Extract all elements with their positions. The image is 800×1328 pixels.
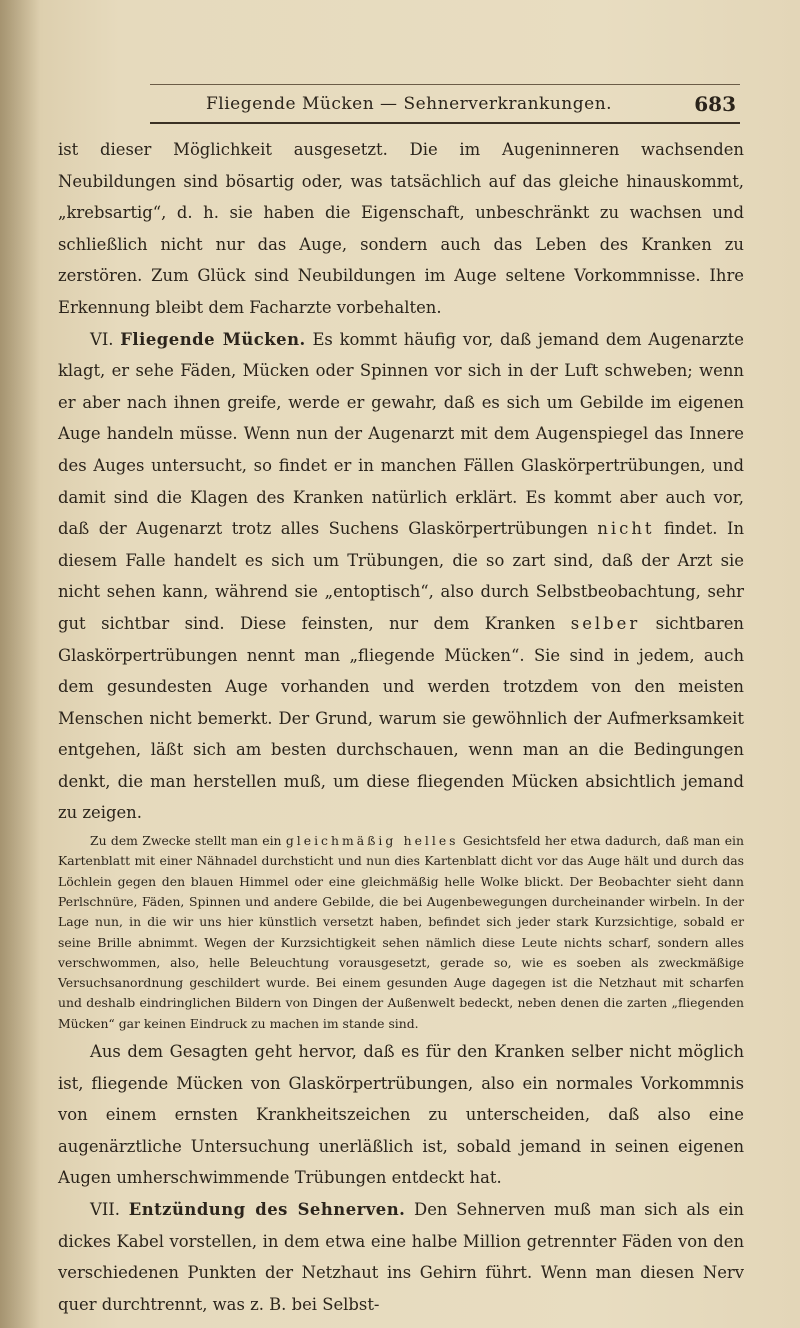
section-vi-title: Fliegende Mücken. (120, 329, 306, 349)
small-text-b: Gesichtsfeld her etwa dadurch, daß man ein Kartenblatt mit einer Nähnadel durchsticht und nun dies Kartenblatt dicht vor das Auge hält und durch das Löchlein gegen den blauen Himmel oder eine gleichmäßig helle Wolke blickt. Der Beobachter sieht dann Perlschnüre, Fäden, Spinnen und andere Gebilde, die bei Augenbewegungen durcheinander wirbeln. In der Lage nun, in die wir uns hier künstlich versetzt haben, befindet sich jeder stark Kurzsichtige, sobald er seine Brille abnimmt. Wegen der Kurzsichtigkeit sehen nämlich diese Leute nichts scharf, sondern alles verschwommen, also, helle Beleuchtung vorausgesetzt, gerade so, wie es soeben als zweckmäßige Versuchsanordnung geschildert wurde. Bei einem gesunden Auge dagegen ist die Netzhaut mit scharfen und deshalb eindringlichen Bildern von Dingen der Außenwelt bedeckt, neben denen die zarten „fliegenden Mücken“ gar keinen Eindruck zu machen im stande sind. (58, 833, 744, 1031)
emphasis-gleichmaessig-helles: gleichmäßig helles (285, 833, 459, 849)
section-vi-number: VI. (90, 329, 114, 349)
emphasis-selber: selber (570, 613, 641, 633)
paragraph-conclusion: Aus dem Gesagten geht hervor, daß es für den Kranken selber nicht möglich ist, fliegende Mücken von Glaskörpertrübungen, also ein normales Vorkommnis von einem ernsten Krankheitszeichen zu unterscheiden, daß also eine augenärztliche Untersuchung unerläßlich ist, sobald jemand in seinen eigenen Augen umherschwimmende Trübungen entdeckt hat. (58, 1042, 744, 1188)
section-vii-text: Den Sehnerven muß man sich als ein dickes Kabel vorstellen, in dem etwa eine halbe Million getrennter Fäden von den verschiedenen Punkten der Netzhaut ins Gehirn führt. Wenn man diesen Nerv quer durchtrennt, was z. B. bei Selbst- (58, 1200, 744, 1314)
page-gutter-shadow (0, 0, 40, 1328)
section-vi-paragraph (58, 324, 744, 830)
small-text-a: Zu dem Zwecke stellt man ein (90, 833, 282, 849)
page-number: 683 (694, 92, 736, 116)
body-text (58, 134, 744, 1320)
header-rule-top (150, 84, 740, 85)
emphasis-nicht: nicht (597, 519, 655, 539)
section-vii-title: Entzündung des Sehnerven. (128, 1200, 406, 1219)
section-vii-paragraph (58, 1194, 744, 1320)
section-vi-text-a: Es kommt häufig vor, daß jemand dem Augenarzte klagt, er sehe Fäden, Mücken oder Spinnen vor sich in der Luft schweben; wenn er aber nach ihnen greife, werde er gewahr, daß es sich um Gebilde im eigenen Auge handeln müsse. Wenn nun der Augenarzt mit dem Augenspiegel das Innere des Auges untersucht, so findet er in manchen Fällen Glaskörpertrübungen, und damit sind die Klagen des Kranken natürlich erklärt. Es kommt aber auch vor, daß der Augenarzt trotz alles Suchens Glaskörpertrübungen (58, 329, 744, 539)
section-vi-text-c: sichtbaren Glaskörpertrübungen nennt man „fliegende Mücken“. Sie sind in jedem, auch dem gesundesten Auge vorhanden und werden trotzdem von den meisten Menschen nicht bemerkt. Der Grund, warum sie gewöhnlich der Aufmerksamkeit entgehen, läßt sich am besten durchschauen, wenn man an die Bedingungen denkt, die man herstellen muß, um diese fliegenden Mücken absichtlich jemand zu zeigen. (58, 613, 744, 823)
running-title: Fliegende Mücken — Sehnerverkrankungen. (206, 94, 613, 114)
paragraph-continuation: ist dieser Möglichkeit ausgesetzt. Die im Augeninneren wachsenden Neubildungen sind bösartig oder, was tatsächlich auf das gleiche hinauskommt, „krebsartig“, d. h. sie haben die Eigenschaft, unbeschränkt zu wachsen und schließlich nicht nur das Auge, sondern auch das Leben des Kranken zu zerstören. Zum Glück sind Neubildungen im Auge seltene Vorkommnisse. Ihre Erkennung bleibt dem Facharzte vorbehalten. (58, 140, 744, 317)
small-print-paragraph (58, 831, 744, 1034)
section-vii-number: VII. (90, 1200, 120, 1219)
section-vi-text-b: findet. In diesem Falle handelt es sich um Trübungen, die so zart sind, daß der Arzt sie nicht sehen kann, während sie „entoptisch“, also durch Selbstbeobachtung, sehr gut sichtbar sind. Diese feinsten, nur dem Kranken (58, 519, 744, 633)
